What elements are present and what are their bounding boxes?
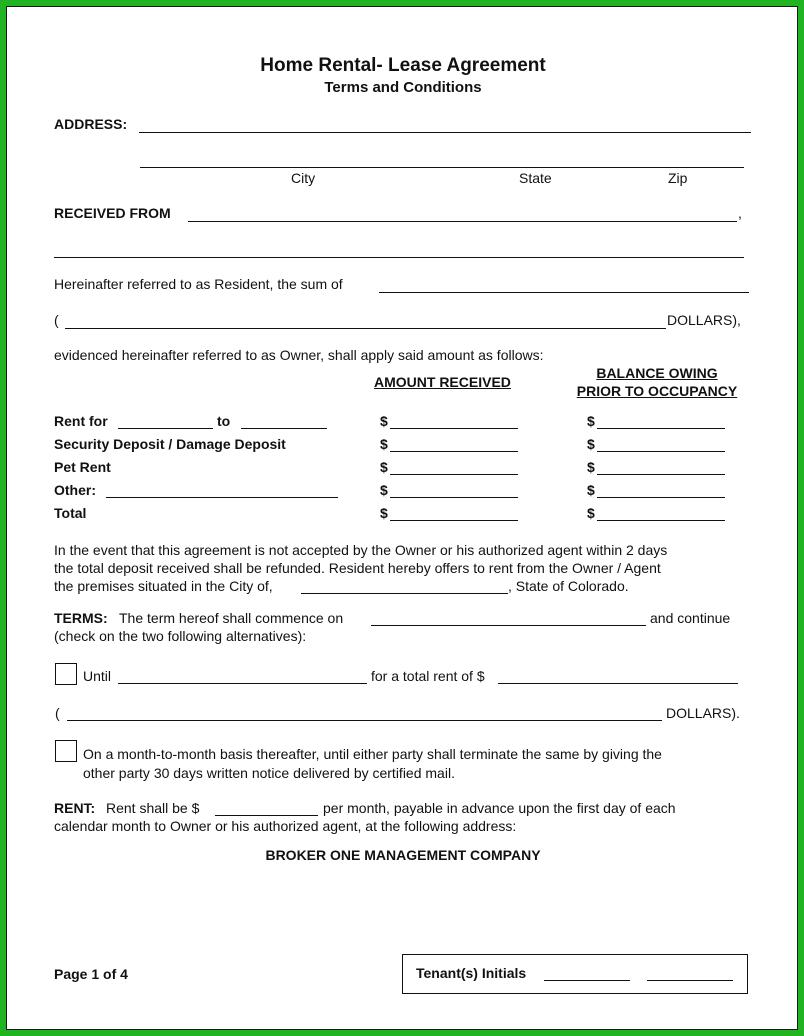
currency-sign: $ <box>380 459 388 475</box>
currency-sign: $ <box>380 505 388 521</box>
address-city-label: City <box>291 170 316 186</box>
currency-sign: $ <box>587 505 595 521</box>
company-name: BROKER ONE MANAGEMENT COMPANY <box>265 847 541 863</box>
balance-owing-header: BALANCE OWING <box>596 365 718 381</box>
rent-payable-text: per month, payable in advance upon the first day of each <box>323 800 676 816</box>
document-subtitle: Terms and Conditions <box>324 79 482 96</box>
tenant-initials-label: Tenant(s) Initials <box>416 965 527 981</box>
pet-rent-balance-owing-field[interactable] <box>597 474 725 475</box>
pet-rent-label: Pet Rent <box>54 459 111 475</box>
deposit-balance-owing-field[interactable] <box>597 451 725 452</box>
resident-sum-text: Hereinafter referred to as Resident, the sum of <box>54 276 343 292</box>
page-number: Page 1 of 4 <box>54 966 128 982</box>
until-date-field[interactable] <box>118 683 367 684</box>
security-deposit-label: Security Deposit / Damage Deposit <box>54 436 286 452</box>
total-amount-received-field[interactable] <box>390 520 518 521</box>
alt1-open-paren: ( <box>55 705 60 721</box>
received-from-field[interactable] <box>188 221 737 222</box>
other-balance-owing-field[interactable] <box>597 497 725 498</box>
prior-to-occupancy-header: PRIOR TO OCCUPANCY <box>576 383 738 399</box>
event-paragraph-line-3: the premises situated in the City of, <box>54 578 273 594</box>
terms-commence-text: The term hereof shall commence on <box>119 610 344 626</box>
received-from-label: RECEIVED FROM <box>54 205 171 221</box>
dollars-amount-words-field[interactable] <box>65 328 666 329</box>
terms-continue-text: and continue <box>650 610 731 626</box>
currency-sign: $ <box>587 413 595 429</box>
total-label: Total <box>54 505 87 521</box>
event-paragraph-line-2: the total deposit received shall be refunded. Resident hereby offers to rent from the Owner / Agent <box>54 560 661 576</box>
event-paragraph-line-1: In the event that this agreement is not accepted by the Owner or his authorized agent within 2 days <box>54 542 668 558</box>
state-of-colorado-text: , State of Colorado. <box>508 578 629 594</box>
amount-received-header: AMOUNT RECEIVED <box>374 374 511 390</box>
tenant-initials-field-2[interactable] <box>647 980 733 981</box>
terms-alternatives-text: (check on the two following alternatives): <box>54 628 307 644</box>
owner-apply-text: evidenced hereinafter referred to as Owner, shall apply said amount as follows: <box>54 347 544 363</box>
total-rent-label: for a total rent of $ <box>371 668 485 684</box>
rent-shall-be-text: Rent shall be $ <box>106 800 200 816</box>
until-checkbox[interactable] <box>55 663 77 685</box>
rent-for-label: Rent for <box>54 413 108 429</box>
currency-sign: $ <box>380 436 388 452</box>
total-balance-owing-field[interactable] <box>597 520 725 521</box>
address-state-label: State <box>519 170 552 186</box>
document-title: Home Rental- Lease Agreement <box>260 55 546 76</box>
resident-sum-field[interactable] <box>379 292 749 293</box>
terms-label: TERMS: <box>54 610 108 626</box>
term-commence-date-field[interactable] <box>371 625 646 626</box>
currency-sign: $ <box>380 482 388 498</box>
month-to-month-checkbox[interactable] <box>55 740 77 762</box>
dollars-open-paren: ( <box>54 312 59 328</box>
currency-sign: $ <box>380 413 388 429</box>
total-rent-amount-field[interactable] <box>498 683 738 684</box>
month-to-month-line-1: On a month-to-month basis thereafter, until either party shall terminate the same by giving the <box>83 746 662 762</box>
rent-label: RENT: <box>54 800 96 816</box>
received-from-line-2[interactable] <box>54 257 744 258</box>
rent-for-to-label: to <box>217 413 231 429</box>
tenant-initials-field-1[interactable] <box>544 980 630 981</box>
alt1-dollars-label: DOLLARS). <box>666 705 740 721</box>
currency-sign: $ <box>587 436 595 452</box>
other-description-field[interactable] <box>106 497 338 498</box>
currency-sign: $ <box>587 482 595 498</box>
rent-for-end-field[interactable] <box>241 428 327 429</box>
rent-address-text: calendar month to Owner or his authorized agent, at the following address: <box>54 818 517 834</box>
lease-document-page <box>6 6 798 1030</box>
address-street-field[interactable] <box>139 132 751 133</box>
rent-for-start-field[interactable] <box>118 428 213 429</box>
currency-sign: $ <box>587 459 595 475</box>
rent-balance-owing-field[interactable] <box>597 428 725 429</box>
monthly-rent-field[interactable] <box>215 815 318 816</box>
dollars-close-label: DOLLARS), <box>667 312 741 328</box>
received-from-comma: , <box>738 205 742 221</box>
address-city-state-zip-field[interactable] <box>140 167 744 168</box>
until-label: Until <box>83 668 112 684</box>
premises-city-field[interactable] <box>301 593 508 594</box>
address-label: ADDRESS: <box>54 116 128 132</box>
address-zip-label: Zip <box>668 170 688 186</box>
pet-rent-amount-received-field[interactable] <box>390 474 518 475</box>
other-label: Other: <box>54 482 96 498</box>
total-rent-words-field[interactable] <box>67 720 662 721</box>
month-to-month-line-2: other party 30 days written notice delivered by certified mail. <box>83 765 455 781</box>
other-amount-received-field[interactable] <box>390 497 518 498</box>
deposit-amount-received-field[interactable] <box>390 451 518 452</box>
rent-amount-received-field[interactable] <box>390 428 518 429</box>
